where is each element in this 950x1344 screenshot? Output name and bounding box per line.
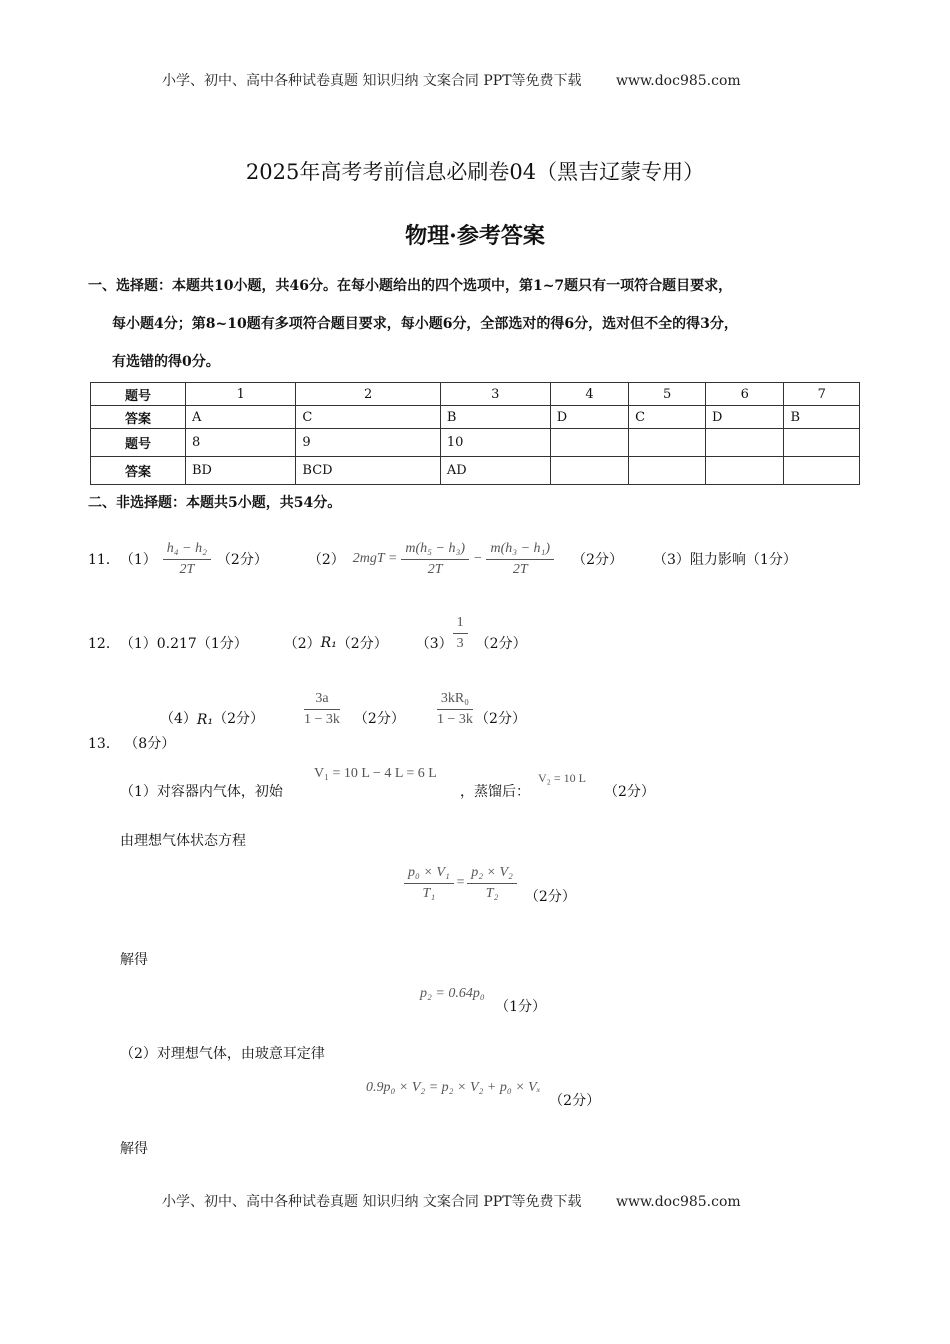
table-cell: 9 [296, 429, 441, 457]
q13-equation2 [420, 982, 547, 1015]
table-cell: 1 [186, 383, 296, 406]
q13-eq1-score: （2分） [524, 889, 576, 905]
question-12-line2 [160, 668, 526, 728]
table-cell-label: 答案 [91, 406, 186, 429]
table-cell: 5 [629, 383, 706, 406]
table-cell: D [706, 406, 784, 429]
q11-part2-fraction-b [486, 541, 554, 578]
table-cell: 7 [784, 383, 860, 406]
table-cell: 4 [550, 383, 628, 406]
q13-eq1-right-numerator: p₂ × V₂ [467, 865, 517, 884]
q13-part1-eq-b: V₂ = 10 L [538, 771, 586, 785]
q12-formula1 [304, 691, 340, 728]
q12-part3-fraction [453, 615, 468, 652]
q12-part3-score: （2分） [475, 636, 527, 652]
page-title: 2025年高考考前信息必刷卷04（黑吉辽蒙专用） [245, 160, 705, 184]
q13-eq3-score: （2分） [549, 1093, 601, 1109]
table-cell [629, 429, 706, 457]
q13-eq1-left-numerator: p₀ × V₁ [404, 865, 454, 884]
footer-text: 小学、初中、高中各种试卷真题 知识归纳 文案合同 PPT等免费下载 [162, 1194, 582, 1210]
q12-formula2-score: （2分） [475, 711, 526, 727]
q13-eq1-right-fraction [467, 865, 517, 902]
q12-part2-label: （2） [283, 636, 321, 652]
table-cell: 2 [296, 383, 441, 406]
answer-table [90, 382, 860, 485]
q11-part2-minus: − [473, 551, 483, 566]
q12-part2-value: R₁ [320, 635, 337, 651]
table-cell [706, 457, 784, 485]
q11-part2-numerator-b: m(h₃ − h₁) [486, 541, 554, 560]
table-cell: D [550, 406, 628, 429]
q12-part4-value: R₁ [196, 712, 214, 728]
q13-eq2-score: （1分） [495, 999, 547, 1015]
table-cell [629, 457, 706, 485]
q12-formula2 [437, 691, 473, 728]
section1-line1: 一、选择题：本题共10小题，共46分。在每小题给出的四个选项中，第1~7题只有一项符合题目要求， [88, 278, 733, 294]
table-row [91, 383, 860, 406]
q11-part2-score: （2分） [572, 552, 623, 568]
q11-part2-numerator-a: m(h₅ − h₃) [401, 541, 469, 560]
q13-part2-text: （2）对理想气体，由玻意耳定律 [120, 1046, 325, 1062]
q12-formula1-denominator: 1 − 3k [304, 712, 340, 727]
q13-state-equation-text: 由理想气体状态方程 [120, 833, 246, 849]
q13-part1-score: （2分） [604, 784, 655, 800]
q13-eq1-left-denominator: T₁ [422, 885, 436, 901]
q12-part1: （1）0.217（1分） [119, 636, 248, 652]
q11-part2-denominator-b: 2T [512, 561, 528, 577]
table-cell-label: 答案 [91, 457, 186, 485]
q13-solve1: 解得 [120, 952, 148, 968]
table-cell [706, 429, 784, 457]
q11-part1-numerator: h₄ − h₂ [163, 541, 211, 560]
table-row [91, 429, 860, 457]
q13-part1-eq-a: V₁ = 10 L − 4 L = 6 L [314, 766, 437, 781]
q12-part4-label: （4） [160, 711, 197, 727]
section1-line2: 每小题4分；第8~10题有多项符合题目要求，每小题6分，全部选对的得6分，选对但不全的得3分， [112, 316, 738, 332]
q11-part1-score: （2分） [216, 552, 268, 568]
q13-equation3 [366, 1076, 601, 1109]
table-cell: BD [186, 457, 296, 485]
table-cell: BCD [296, 457, 441, 485]
question-12-line1 [88, 610, 527, 676]
table-cell: B [784, 406, 860, 429]
q11-part2-lhs: 2mgT = [352, 551, 398, 566]
q13-part1-text-b: ，蒸馏后： [460, 784, 530, 800]
page-footer [162, 1191, 741, 1211]
q13-eq1-left-fraction [404, 865, 454, 902]
footer-site: www.doc985.com [615, 1194, 741, 1210]
q11-part2-denominator-a: 2T [427, 561, 443, 577]
q11-part3: （3）阻力影响（1分） [653, 552, 797, 568]
q12-part3-denominator: 3 [456, 635, 464, 651]
q13-eq1-right-denominator: T₂ [485, 885, 499, 901]
table-cell: AD [440, 457, 550, 485]
table-cell: C [296, 406, 441, 429]
table-cell [784, 429, 860, 457]
table-cell: 10 [440, 429, 550, 457]
q12-part4-score: （2分） [213, 711, 264, 727]
q12-formula1-numerator: 3a [304, 691, 340, 710]
q12-formula2-numerator: 3kR₀ [437, 691, 473, 710]
q12-formula1-score: （2分） [353, 711, 405, 727]
table-cell: C [629, 406, 706, 429]
table-cell: B [440, 406, 550, 429]
question-13-header [88, 733, 175, 753]
table-row [91, 457, 860, 485]
table-cell [550, 429, 628, 457]
q13-part1-text-a: （1）对容器内气体，初始 [120, 784, 283, 800]
table-cell [550, 457, 628, 485]
page-header [162, 70, 741, 90]
q12-formula2-denominator: 1 − 3k [436, 712, 473, 727]
q11-part1-fraction [163, 541, 211, 578]
table-cell: 6 [706, 383, 784, 406]
q13-eq1-equals: = [455, 875, 466, 890]
q13-eq2: p₂ = 0.64p₀ [420, 986, 485, 1001]
q12-number: 12． [88, 636, 120, 652]
q13-number: 13． [88, 736, 120, 752]
header-text: 小学、初中、高中各种试卷真题 知识归纳 文案合同 PPT等免费下载 [162, 73, 582, 89]
q11-part2-label: （2） [307, 552, 345, 568]
q12-part3-label: （3） [415, 636, 453, 652]
table-cell-label: 题号 [91, 429, 186, 457]
q13-eq3: 0.9p₀ × V₂ = p₂ × V₂ + p₀ × Vₓ [366, 1080, 541, 1095]
q13-solve2: 解得 [120, 1141, 148, 1157]
section1-line3: 有选错的得0分。 [112, 354, 220, 370]
table-cell [784, 457, 860, 485]
q11-part1-label: （1） [119, 552, 157, 568]
table-cell-label: 题号 [91, 383, 186, 406]
q11-number: 11． [88, 552, 120, 568]
question-11 [88, 529, 797, 589]
q12-part2-score: （2分） [336, 636, 388, 652]
table-cell: 3 [440, 383, 550, 406]
table-cell: A [186, 406, 296, 429]
page-subtitle: 物理·参考答案 [405, 223, 545, 249]
table-cell: 8 [186, 429, 296, 457]
q11-part2-fraction-a [401, 541, 469, 578]
q13-score: （8分） [124, 736, 176, 752]
q11-part1-denominator: 2T [179, 561, 195, 577]
header-site: www.doc985.com [615, 73, 741, 89]
table-row [91, 406, 860, 429]
q13-equation1 [404, 860, 576, 906]
q12-part3-numerator: 1 [453, 615, 468, 634]
section2-heading: 二、非选择题：本题共5小题，共54分。 [88, 495, 342, 511]
